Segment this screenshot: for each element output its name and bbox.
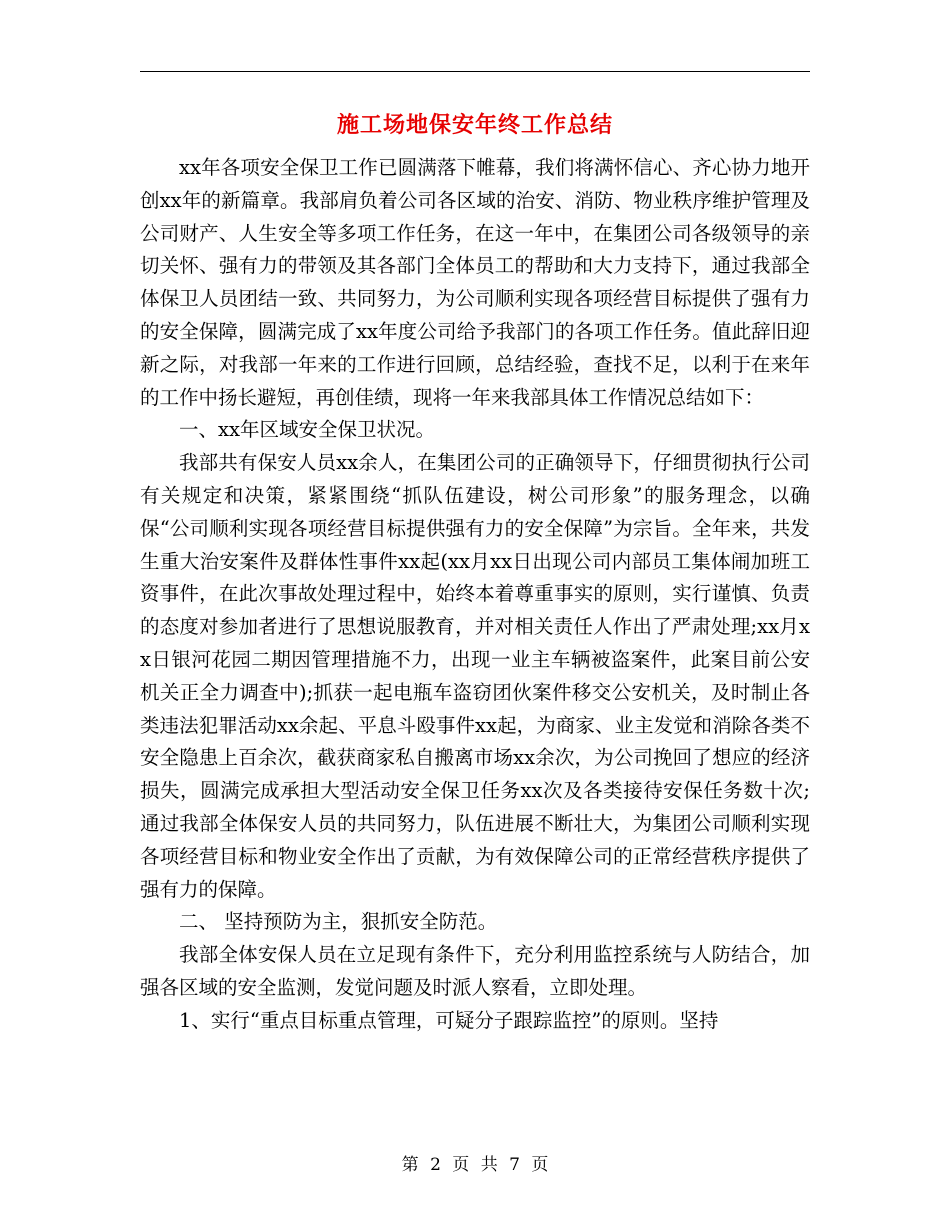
page-number: 第 2 页 共 7 页 [401, 1155, 549, 1175]
paragraph-security-status: 我部共有保安人员xx余人，在集团公司的正确领导下，仔细贯彻执行公司有关规定和决策，紧紧围绕“抓队伍建设，树公司形象”的服务理念，以确保“公司顺利实现各项经营目标提供强有力的安全保障”为宗旨。全年来，共发生重大治安案件及群体性事件xx起(xx月xx日出现公司内部员工集体闹加班工资事件，在此次事故处理过程中，始终本着尊重事实的原则，实行谨慎、负责的态度对参加者进行了思想说服教育，并对相关责任人作出了严肃处理;xx月xx日银河花园二期因管理措施不力，出现一业主车辆被盗案件，此案目前公安机关正全力调查中);抓获一起电瓶车盗窃团伙案件移交公安机关，及时制止各类违法犯罪活动xx余起、平息斗殴事件xx起，为商家、业主发觉和消除各类不安全隐患上百余次，截获商家私自搬离市场xx余次，为公司挽回了想应的经济损失，圆满完成承担大型活动安全保卫任务xx次及各类接待安保任务数十次;通过我部全体保安人员的共同努力，队伍进展不断壮大，为集团公司顺利实现各项经营目标和物业安全作出了贡献，为有效保障公司的正常经营秩序提供了强有力的保障。 [140, 451, 810, 901]
section-heading-2: 二、 坚持预防为主，狠抓安全防范。 [179, 910, 498, 934]
document-title: 施工场地保安年终工作总结 [336, 112, 613, 138]
paragraph-principle: 1、实行“重点目标重点管理，可疑分子跟踪监控”的原则。坚持 [179, 1008, 719, 1032]
header-rule [140, 71, 810, 72]
section-heading-1: 一、xx年区域安全保卫状况。 [179, 418, 435, 442]
document-body [140, 152, 810, 1038]
paragraph-intro: xx年各项安全保卫工作已圆满落下帷幕，我们将满怀信心、齐心协力地开创xx年的新篇章。我部肩负着公司各区域的治安、消防、物业秩序维护管理及公司财产、人生安全等多项工作任务，在这一年中，在集团公司各级领导的亲切关怀、强有力的带领及其各部门全体员工的帮助和大力支持下，通过我部全体保卫人员团结一致、共同努力，为公司顺利实现各项经营目标提供了强有力的安全保障，圆满完成了xx年度公司给予我部门的各项工作任务。值此辞旧迎新之际，对我部一年来的工作进行回顾，总结经验，查找不足，以利于在来年的工作中扬长避短，再创佳绩，现将一年来我部具体工作情况总结如下： [140, 156, 810, 409]
paragraph-prevention: 我部全体安保人员在立足现有条件下，充分利用监控系统与人防结合，加强各区域的安全监测，发觉问题及时派人察看，立即处理。 [140, 943, 810, 999]
